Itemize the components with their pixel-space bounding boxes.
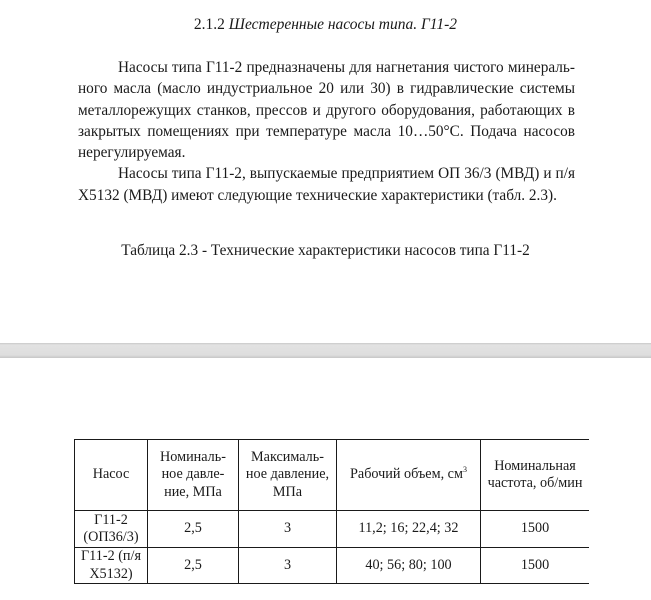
- table-header-row: [75, 440, 590, 511]
- header-cell-pump: Насос: [75, 440, 148, 511]
- cell-max-pressure: 3: [239, 548, 337, 584]
- header-cell-max-pressure: Максималь-ное давление, МПа: [239, 440, 337, 511]
- table-row: [75, 548, 590, 584]
- section-heading: [0, 16, 651, 34]
- header-displacement-label: Рабочий объем, см: [350, 466, 463, 483]
- specs-table: [74, 439, 589, 584]
- superscript: 3: [462, 465, 467, 475]
- cell-nominal-pressure: 2,5: [148, 548, 239, 584]
- body-text: [78, 57, 575, 206]
- table-row: [75, 511, 590, 548]
- cell-pump: Г11-2 (п/я Х5132): [75, 548, 148, 584]
- page-separator: [0, 343, 651, 358]
- header-cell-displacement: [337, 440, 481, 511]
- paragraph: Насосы типа Г11-2 предназначены для нагнетания чистого минераль-ного масла (масло индустриальное 20 или 30) в гидравлические системы металлорежущих станков, прессов и другого оборудования, работающих в закрытых помещениях при температуре масла 10…50°С. Подача насосов нерегулируемая.: [78, 59, 575, 162]
- cell-nominal-speed: 1500: [481, 548, 590, 584]
- cell-pump: Г11-2 (ОП36/3): [75, 511, 148, 548]
- section-title: Шестеренные насосы типа. Г11-2: [228, 16, 458, 33]
- section-number: 2.1.2: [193, 16, 225, 33]
- cell-max-pressure: 3: [239, 511, 337, 548]
- paragraph: Насосы типа Г11-2, выпускаемые предприятием ОП 36/3 (МВД) и п/я Х5132 (МВД) имеют следующие технические характеристики (табл. 2.3).: [78, 165, 575, 204]
- cell-displacement: 11,2; 16; 22,4; 32: [337, 511, 481, 548]
- header-cell-nominal-speed: Номинальная частота, об/мин: [481, 440, 590, 511]
- cell-nominal-speed: 1500: [481, 511, 590, 548]
- cell-displacement: 40; 56; 80; 100: [337, 548, 481, 584]
- header-cell-nominal-pressure: Номиналь-ное давле-ние, МПа: [148, 440, 239, 511]
- table-caption: Таблица 2.3 - Технические характеристики насосов типа Г11-2: [121, 242, 530, 259]
- cell-nominal-pressure: 2,5: [148, 511, 239, 548]
